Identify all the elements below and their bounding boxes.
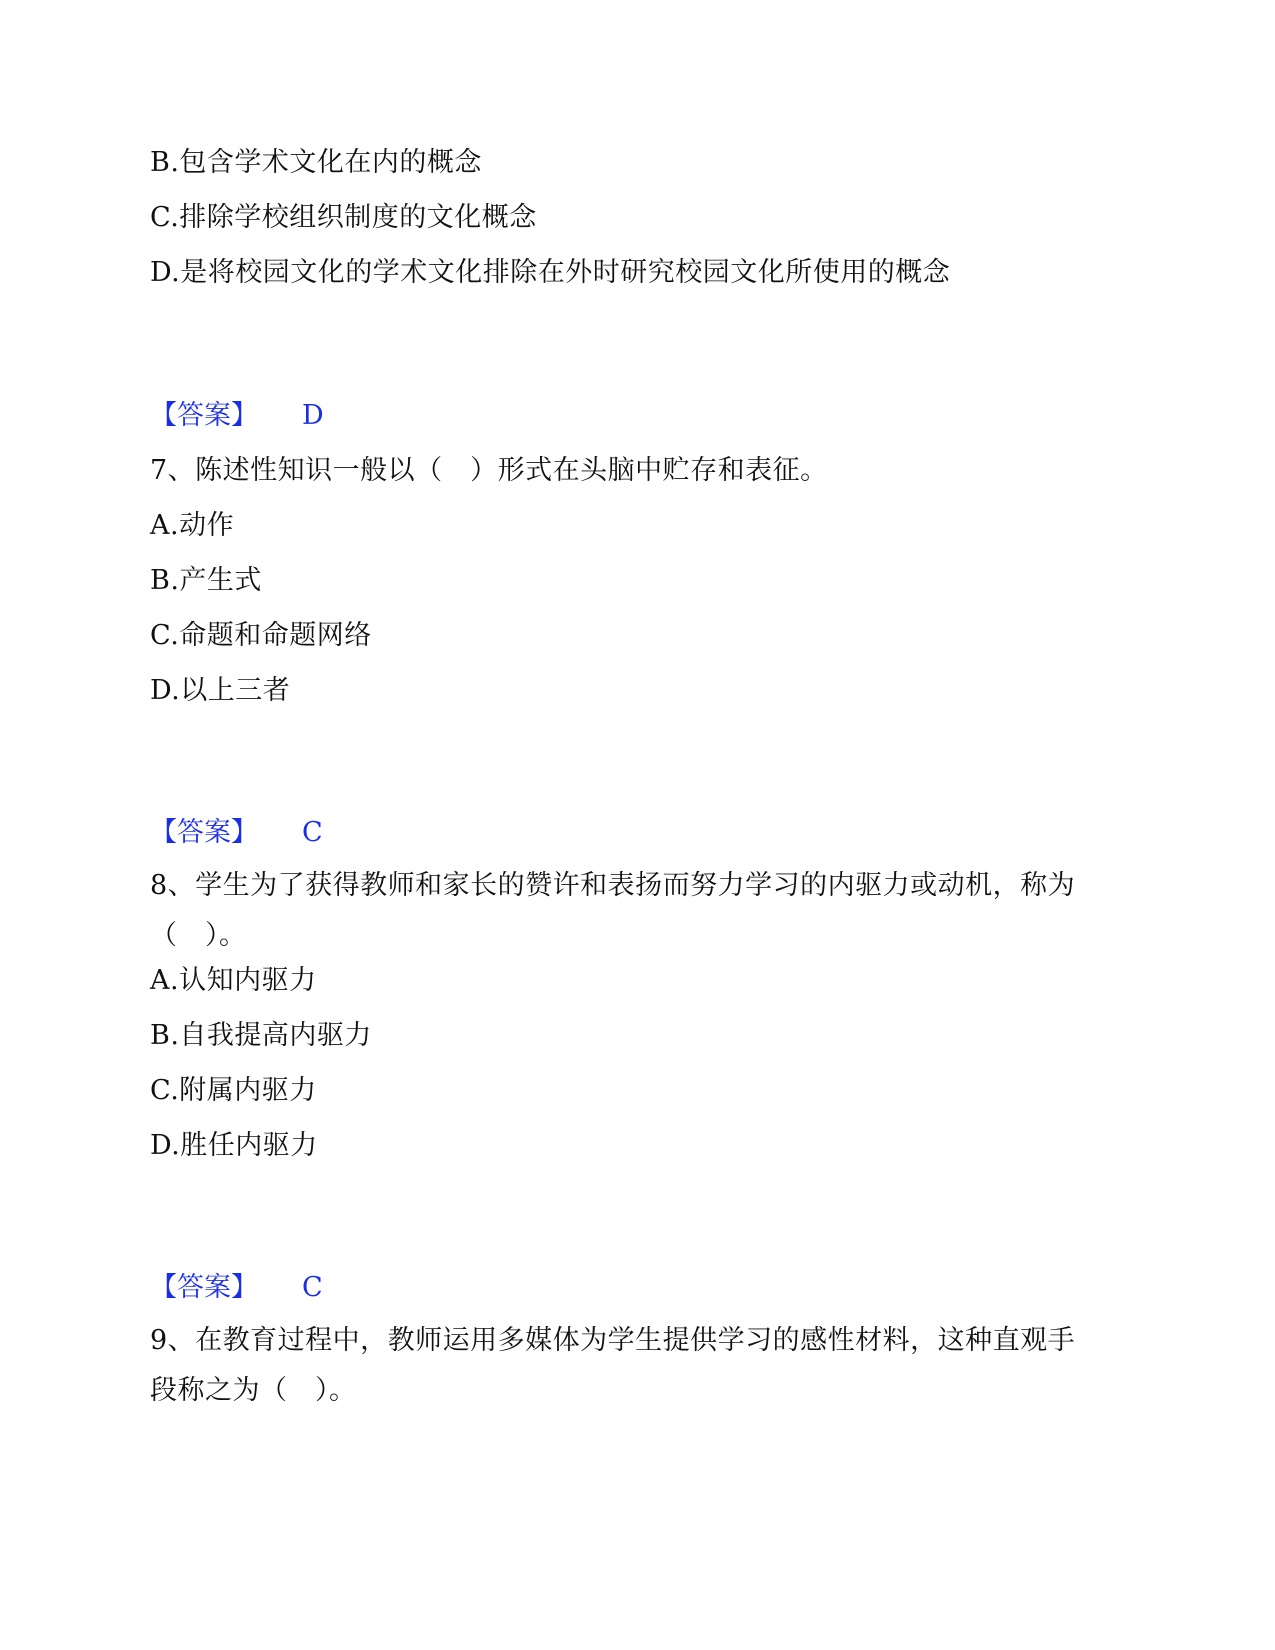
q8-answer-label: 【答案】: [150, 1272, 258, 1303]
q7-option-b: B.产生式: [150, 565, 262, 596]
q8-question: 8、学生为了获得教师和家长的赞许和表扬而努力学习的内驱力或动机，称为（ ）。: [150, 870, 1076, 951]
q8-answer-value: C: [302, 1272, 323, 1303]
q8-option-d: D.胜任内驱力: [150, 1130, 318, 1161]
q7-option-d: D.以上三者: [150, 675, 291, 706]
q7-answer-value: C: [302, 817, 323, 848]
q6-answer-label: 【答案】: [150, 400, 258, 431]
q6-option-b: B.包含学术文化在内的概念: [150, 147, 482, 178]
q7-option-a: A.动作: [150, 510, 235, 541]
q9-question: 9、在教育过程中，教师运用多媒体为学生提供学习的感性材料，这种直观手段称之为（ ）。: [150, 1325, 1076, 1406]
q7-answer: [150, 815, 323, 851]
q8-option-c: C.附属内驱力: [150, 1075, 317, 1106]
q6-answer: [150, 398, 324, 434]
q7-answer-label: 【答案】: [150, 817, 258, 848]
q6-answer-value: D: [302, 400, 324, 431]
q8-option-b: B.自我提高内驱力: [150, 1020, 372, 1051]
q6-option-c: C.排除学校组织制度的文化概念: [150, 202, 537, 233]
q8-answer: [150, 1270, 323, 1306]
q7-question: 7、陈述性知识一般以（ ）形式在头脑中贮存和表征。: [150, 455, 828, 486]
q7-option-c: C.命题和命题网络: [150, 620, 372, 651]
q6-option-d: D.是将校园文化的学术文化排除在外时研究校园文化所使用的概念: [150, 257, 951, 288]
q8-option-a: A.认知内驱力: [150, 965, 317, 996]
